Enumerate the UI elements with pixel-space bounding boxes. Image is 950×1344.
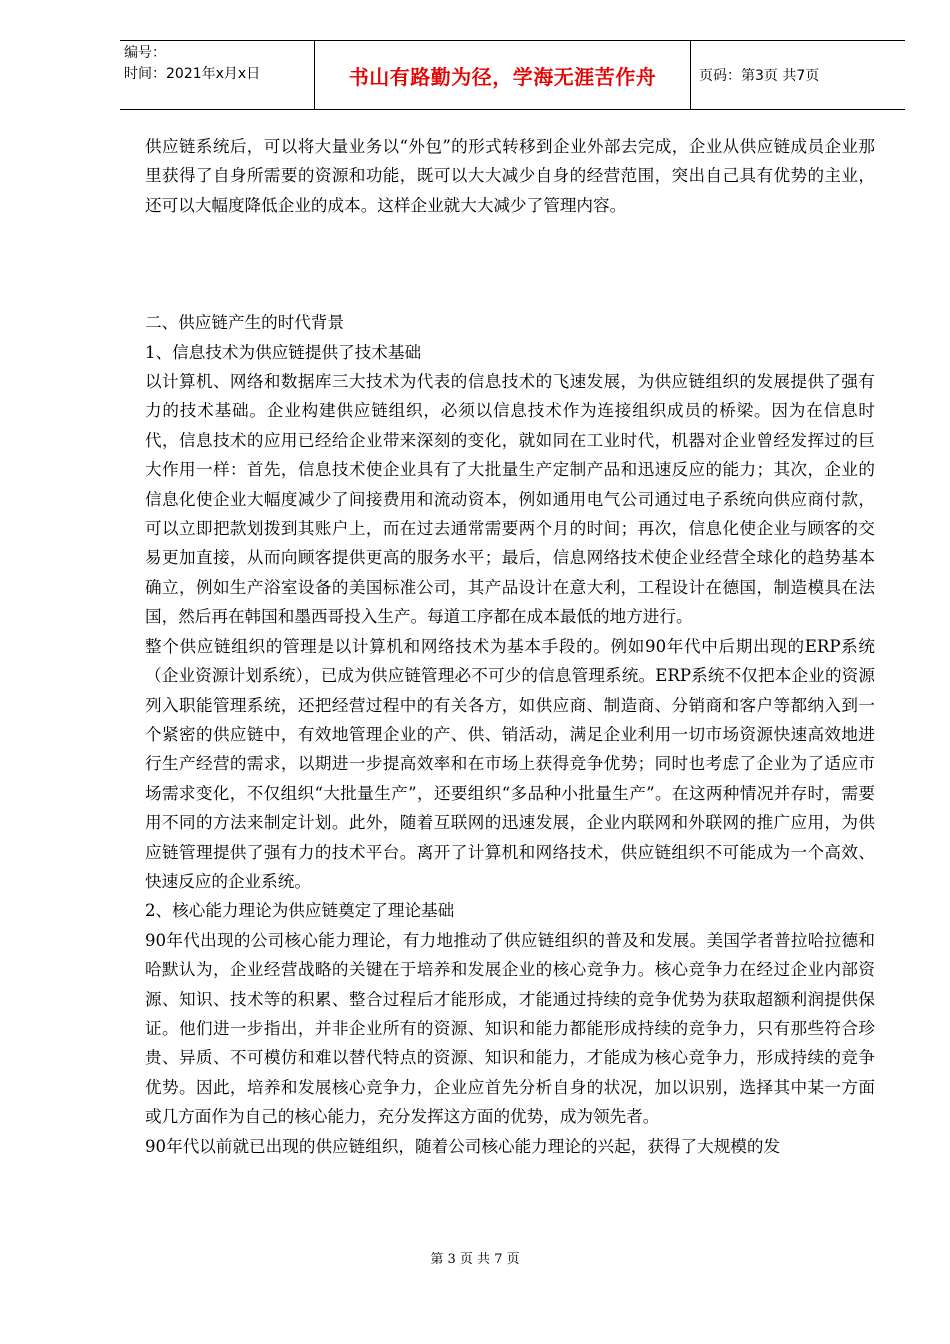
- paragraph: 以计算机、网络和数据库三大技术为代表的信息技术的飞速发展，为供应链组织的发展提供了强有力的技术基础。企业构建供应链组织，必须以信息技术作为连接组织成员的桥梁。因为在信息时代，信息技术的应用已经给企业带来深刻的变化，就如同在工业时代，机器对企业曾经发挥过的巨大作用一样：首先，信息技术使企业具有了大批量生产定制产品和迅速反应的能力；其次，企业的信息化使企业大幅度减少了间接费用和流动资本，例如通用电气公司通过电子系统向供应商付款，可以立即把款划拨到其账户上，而在过去通常需要两个月的时间；再次，信息化使企业与顾客的交易更加直接，从而向顾客提供更高的服务水平；最后，信息网络技术使企业经营全球化的趋势基本确立，例如生产浴室设备的美国标准公司，其产品设计在意大利，工程设计在德国，制造模具在法国，然后再在韩国和墨西哥投入生产。每道工序都在成本最低的地方进行。: [145, 372, 875, 627]
- footer-page-number: 第 3 页 共 7 页: [430, 1252, 520, 1267]
- section-spacer: [145, 220, 875, 308]
- number-label: 编号：: [124, 45, 166, 61]
- paragraph: 90年代以前就已出现的供应链组织，随着公司核心能力理论的兴起，获得了大规模的发: [145, 1136, 781, 1156]
- subsection-heading: 2、核心能力理论为供应链奠定了理论基础: [145, 901, 455, 921]
- paragraph: 90年代出现的公司核心能力理论，有力地推动了供应链组织的普及和发展。美国学者普拉哈拉德和哈默认为，企业经营战略的关键在于培养和发展企业的核心竞争力。核心竞争力在经过企业内部资源、知识、技术等的积累、整合过程后才能形成，才能通过持续的竞争优势为获取超额利润提供保证。他们进一步指出，并非企业所有的资源、知识和能力都能形成持续的竞争力，只有那些符合珍贵、异质、不可模仿和难以替代特点的资源、知识和能力，才能成为核心竞争力，形成持续的竞争优势。因此，培养和发展核心竞争力，企业应首先分析自身的状况，加以识别，选择其中某一方面或几方面作为自己的核心能力，充分发挥这方面的优势，成为领先者。: [145, 930, 875, 1127]
- time-label: 时间：2021年x月x日: [124, 66, 261, 82]
- header-meta: [120, 41, 315, 109]
- subsection-heading: 1、信息技术为供应链提供了技术基础: [145, 342, 422, 362]
- header-motto: 书山有路勤为径，学海无涯苦作舟: [315, 41, 691, 109]
- document-body: [145, 132, 875, 1161]
- section-heading: 二、供应链产生的时代背景: [145, 313, 345, 333]
- header-page-label: 页码：第3页 共7页: [699, 68, 820, 84]
- page-header: [120, 40, 905, 110]
- paragraph: 整个供应链组织的管理是以计算机和网络技术为基本手段的。例如90年代中后期出现的ERP系统（企业资源计划系统），已成为供应链管理必不可少的信息管理系统。ERP系统不仅把本企业的资源列入职能管理系统，还把经营过程中的有关各方，如供应商、制造商、分销商和客户等都纳入到一个紧密的供应链中，有效地管理企业的产、供、销活动，满足企业利用一切市场资源快速高效地进行生产经营的需求，以期进一步提高效率和在市场上获得竞争优势；同时也考虑了企业为了适应市场需求变化，不仅组织“大批量生产”，还要组织“多品种小批量生产”。在这两种情况并存时，需要用不同的方法来制定计划。此外，随着互联网的迅速发展，企业内联网和外联网的推广应用，为供应链管理提供了强有力的技术平台。离开了计算机和网络技术，供应链组织不可能成为一个高效、快速反应的企业系统。: [145, 636, 875, 891]
- paragraph: 供应链系统后，可以将大量业务以“外包”的形式转移到企业外部去完成，企业从供应链成员企业那里获得了自身所需要的资源和功能，既可以大大减少自身的经营范围，突出自己具有优势的主业，还可以大幅度降低企业的成本。这样企业就大大减少了管理内容。: [145, 137, 875, 215]
- page-footer: [0, 1248, 950, 1267]
